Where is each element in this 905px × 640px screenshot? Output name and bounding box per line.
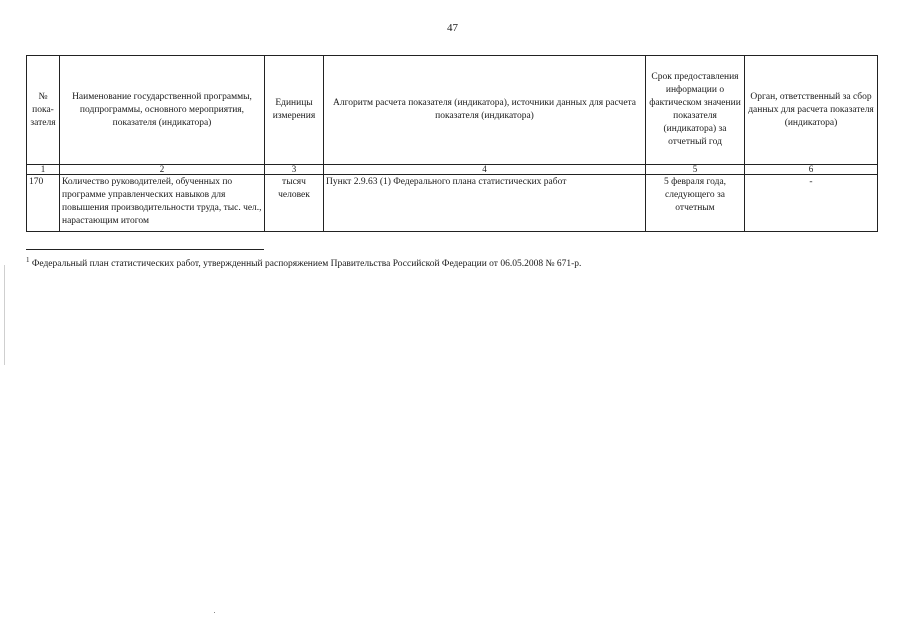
row-number: 170 [27,175,60,232]
column-number: 1 [27,165,60,175]
header-deadline: Срок предоставления информации о фактическом значении показателя (индикатора) за отчетный год [646,56,745,165]
footnote-separator [26,249,264,250]
header-algorithm: Алгоритм расчета показателя (индикатора), источники данных для расчета показателя (индикатора) [324,56,646,165]
header-unit: Единицы измерения [265,56,324,165]
row-algorithm: Пункт 2.9.63 (1) Федерального плана статистических работ [324,175,646,232]
scan-margin-line [4,265,5,365]
footnote-text: Федеральный план статистических работ, утвержденный распоряжением Правительства Российской Федерации от 06.05.2008 № 671-р. [31,259,582,269]
footnote [26,255,582,269]
column-number: 6 [745,165,878,175]
header-indicator-number: № пока- зателя [27,56,60,165]
scan-speck [214,612,215,613]
table-row [27,175,878,232]
indicator-table [26,55,878,232]
column-number-row [27,165,878,175]
page-number: 47 [447,22,458,34]
row-indicator-name: Количество руководителей, обученных по программе управленческих навыков для повышения производительности труда, тыс. чел., нарастающим итогом [60,175,265,232]
row-responsible-organ: - [745,175,878,232]
header-responsible-organ: Орган, ответственный за сбор данных для расчета показателя (индикатора) [745,56,878,165]
column-number: 3 [265,165,324,175]
column-number: 2 [60,165,265,175]
column-number: 5 [646,165,745,175]
column-number: 4 [324,165,646,175]
row-unit: тысяч человек [265,175,324,232]
header-indicator-name: Наименование государственной программы, подпрограммы, основного мероприятия, показателя (индикатора) [60,56,265,165]
footnote-marker: 1 [26,255,30,264]
row-deadline: 5 февраля года, следующего за отчетным [646,175,745,232]
table-header-row [27,56,878,165]
